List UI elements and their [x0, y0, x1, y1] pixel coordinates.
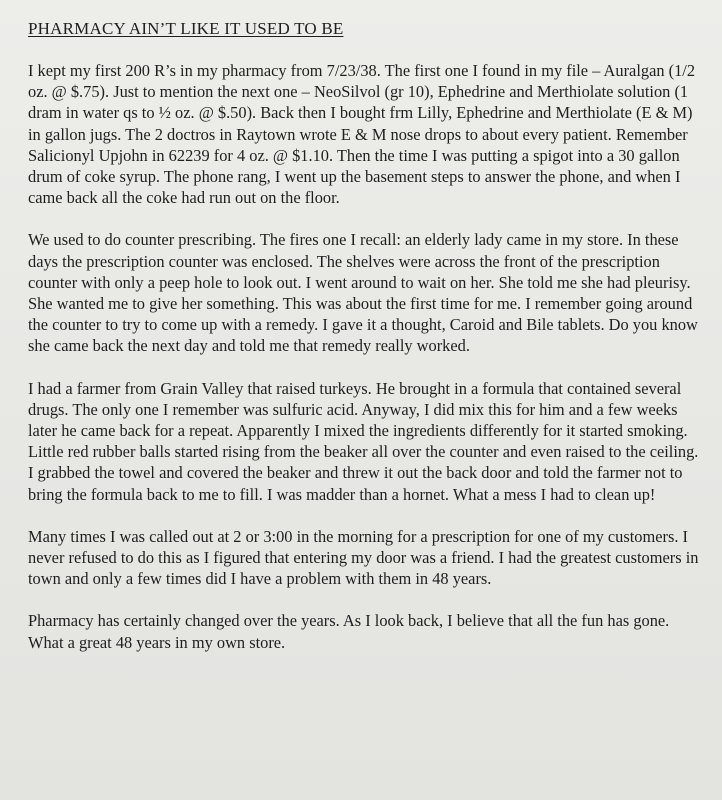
paragraph-turkey-farmer: I had a farmer from Grain Valley that raised turkeys. He brought in a formula that contained several drugs. The only one I remember was sulfuric acid. Anyway, I did mix this for him and a few weeks later he came back for a repeat. Apparently I mixed the ingredients differently for it started smoking. Little red rubber balls started rising from the beaker all over the counter and even raised to the ceiling. I grabbed the towel and covered the beaker and threw it out the back door and told the farmer not to bring the formula back to me to fill. I was madder than a hornet. What a mess I had to clean up! — [28, 378, 699, 504]
paragraph-counter-prescribing: We used to do counter prescribing. The fires one I recall: an elderly lady came in my store. In these days the prescription counter was enclosed. The shelves were across the front of the prescription counter with only a peep hole to look out. I went around to wait on her. She told me she had pleurisy. She wanted me to give her something. This was about the first time for me. I remember going around the counter to try to come up with a remedy. I gave it a thought, Caroid and Bile tablets. Do you know she came back the next day and told me that remedy really worked. — [28, 230, 698, 356]
paragraph-first-prescriptions: I kept my first 200 R’s in my pharmacy from 7/23/38. The first one I found in my file – Auralgan (1/2 oz. @ $.75). Just to mention the next one – NeoSilvol (gr 10), Ephedrine and Merthiolate solution (1 dram in water qs to ½ oz. @ $.50). Back then I bought frm Lilly, Ephedrine and Merthiolate (E & M) in gallon jugs. The 2 doctros in Raytown wrote E & M nose drops to about every patient. Remember Salicionyl Upjohn in 62239 for 4 oz. @ $1.10. Then the time I was putting a spigot into a 30 gallon drum of coke syrup. The phone rang, I went up the basement steps to answer the phone, and when I came back all the coke had run out on the floor. — [28, 61, 696, 208]
paragraph-closing: Pharmacy has certainly changed over the years. As I look back, I believe that all the fun has gone. What a great 48 years in my own store. — [28, 611, 670, 652]
document-title: PHARMACY AIN’T LIKE IT USED TO BE — [28, 19, 344, 38]
document-body — [28, 60, 704, 653]
paragraph-night-calls: Many times I was called out at 2 or 3:00 in the morning for a prescription for one of my customers. I never refused to do this as I figured that entering my door was a friend. I had the greatest customers in town and only a few times did I have a problem with them in 48 years. — [28, 526, 699, 589]
